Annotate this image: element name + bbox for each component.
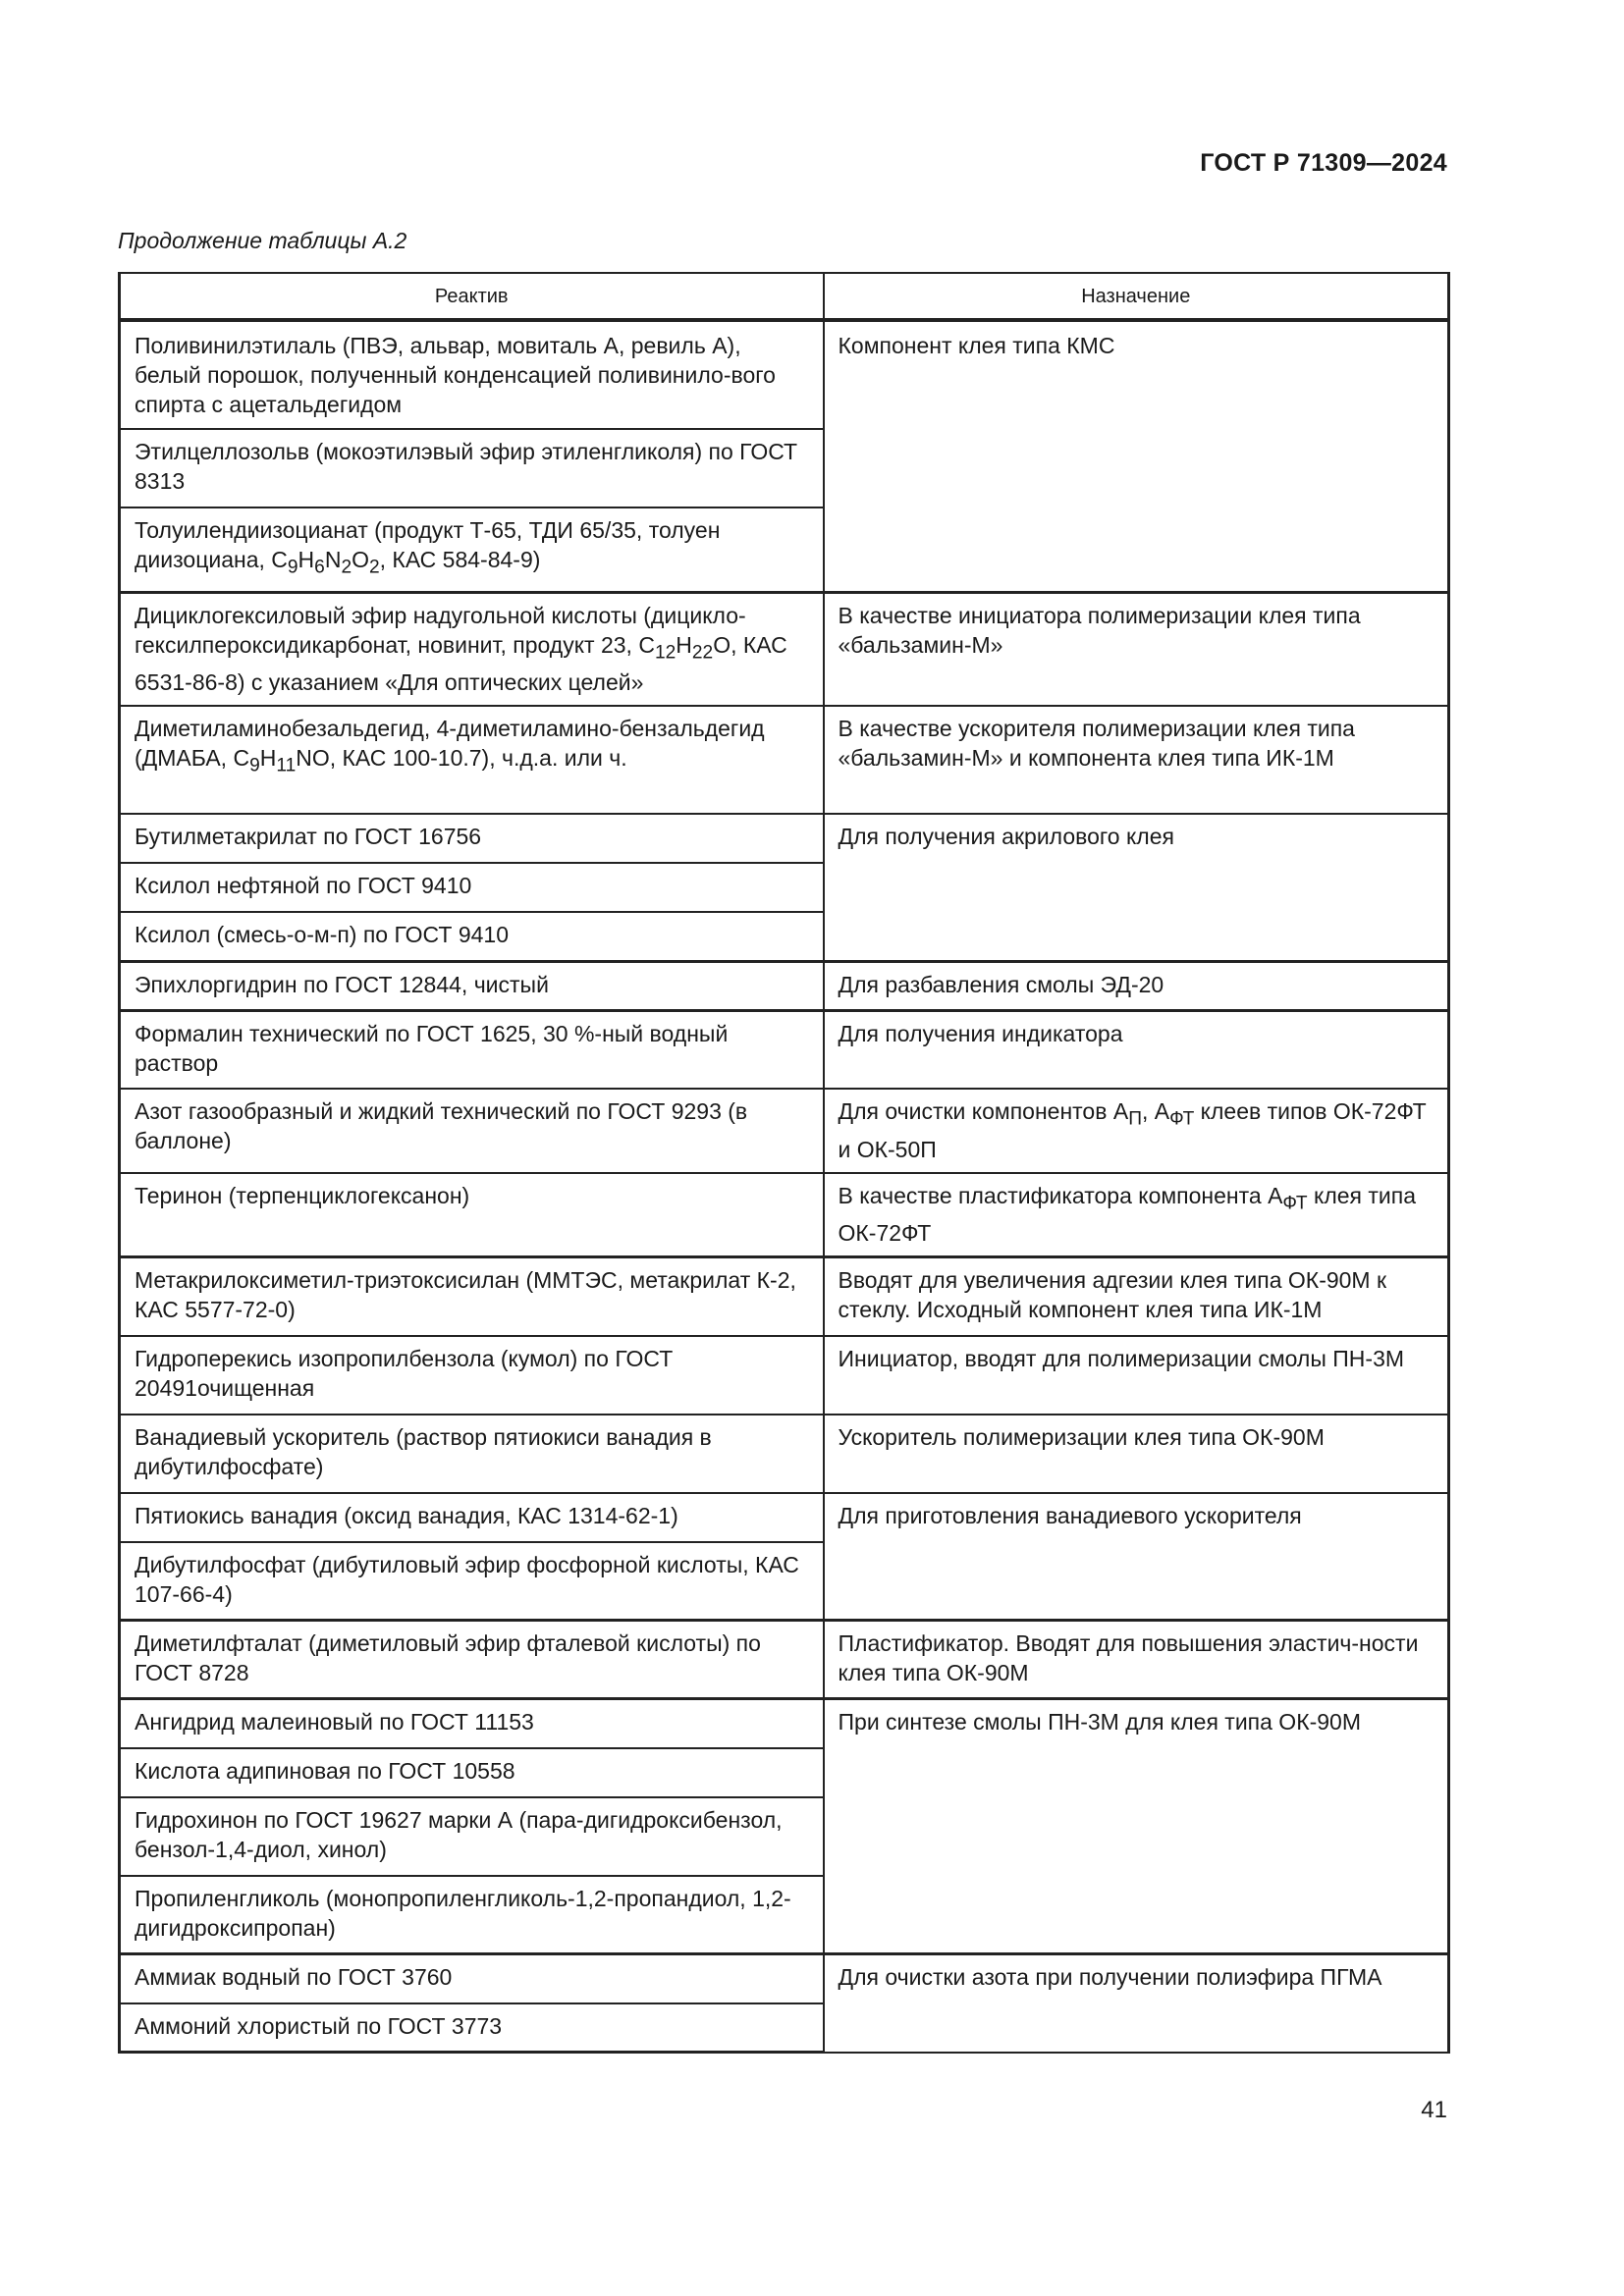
reagents-table	[118, 272, 1450, 2054]
purpose-cell: В качестве ускорителя полимеризации клея типа «бальзамин-М» и компонента клея типа ИК-1М	[824, 706, 1449, 814]
table-row	[120, 1257, 1449, 1336]
purpose-cell: Пластификатор. Вводят для повышения эластич-ности клея типа ОК-90М	[824, 1621, 1449, 1699]
purpose-cell: Инициатор, вводят для полимеризации смолы ПН-3М	[824, 1336, 1449, 1415]
reagent-cell: Пятиокись ванадия (оксид ванадия, КАС 1314-62-1)	[120, 1493, 824, 1542]
page-number: 41	[1421, 2097, 1447, 2123]
reagent-cell: Азот газообразный и жидкий технический по ГОСТ 9293 (в баллоне)	[120, 1089, 824, 1173]
column-header-purpose: Назначение	[824, 273, 1449, 320]
table-row	[120, 706, 1449, 814]
reagent-cell: Этилцеллозольв (мокоэтилэвый эфир этиленгликоля) по ГОСТ 8313	[120, 429, 824, 507]
purpose-cell: Ускоритель полимеризации клея типа ОК-90М	[824, 1415, 1449, 1493]
reagent-cell: Гидрохинон по ГОСТ 19627 марки А (пара-дигидроксибензол, бензол-1,4-диол, хинол)	[120, 1797, 824, 1876]
document-code: ГОСТ Р 71309—2024	[1200, 149, 1447, 177]
reagent-cell: Ангидрид малеиновый по ГОСТ 11153	[120, 1699, 824, 1748]
purpose-cell: В качестве пластификатора компонента $А_{ФТ}$ клея типа ОК-72ФТ	[824, 1173, 1449, 1257]
reagent-cell: Эпихлоргидрин по ГОСТ 12844, чистый	[120, 961, 824, 1010]
purpose-cell: Для разбавления смолы ЭД-20	[824, 961, 1449, 1010]
table-row	[120, 1010, 1449, 1089]
table-header-row	[120, 273, 1449, 320]
reagent-cell: Пропиленгликоль (монопропиленгликоль-1,2-пропандиол, 1,2-дигидроксипропан)	[120, 1876, 824, 1954]
column-header-reagent: Реактив	[120, 273, 824, 320]
table-row	[120, 1089, 1449, 1173]
purpose-cell: Вводят для увеличения адгезии клея типа ОК-90М к стеклу. Исходный компонент клея типа ИК-1М	[824, 1257, 1449, 1336]
reagent-cell: Формалин технический по ГОСТ 1625, 30 %-ный водный раствор	[120, 1010, 824, 1089]
table-row	[120, 1415, 1449, 1493]
purpose-cell: Для получения индикатора	[824, 1010, 1449, 1089]
reagent-cell: Ванадиевый ускоритель (раствор пятиокиси ванадия в дибутилфосфате)	[120, 1415, 824, 1493]
reagent-cell: Метакрилоксиметил-триэтоксисилан (ММТЭС, метакрилат К-2, КАС 5577-72-0)	[120, 1257, 824, 1336]
table-row	[120, 1621, 1449, 1699]
reagent-cell: Диметилфталат (диметиловый эфир фталевой кислоты) по ГОСТ 8728	[120, 1621, 824, 1699]
table-row	[120, 1954, 1449, 2003]
purpose-cell: Компонент клея типа КМС	[824, 320, 1449, 592]
reagent-cell: Толуилендиизоцианат (продукт Т-65, ТДИ 65/35, толуен диизоциана, $С_9Н_6N_2O_2$, КАС 584-84-9)	[120, 507, 824, 592]
table-row	[120, 1699, 1449, 1748]
table-row	[120, 1173, 1449, 1257]
table-row	[120, 1493, 1449, 1542]
reagent-cell: Аммиак водный по ГОСТ 3760	[120, 1954, 824, 2003]
reagent-cell: Аммоний хлористый по ГОСТ 3773	[120, 2003, 824, 2053]
table-row	[120, 814, 1449, 863]
purpose-cell: При синтезе смолы ПН-3М для клея типа ОК-90М	[824, 1699, 1449, 1954]
purpose-cell: Для приготовления ванадиевого ускорителя	[824, 1493, 1449, 1621]
reagent-cell: Ксилол нефтяной по ГОСТ 9410	[120, 863, 824, 912]
table-row	[120, 320, 1449, 429]
reagent-cell: Гидроперекись изопропилбензола (кумол) по ГОСТ 20491очищенная	[120, 1336, 824, 1415]
table-row	[120, 592, 1449, 706]
table-caption: Продолжение таблицы А.2	[118, 228, 407, 253]
table-row	[120, 1336, 1449, 1415]
reagent-cell: Кислота адипиновая по ГОСТ 10558	[120, 1748, 824, 1797]
reagent-cell: Дибутилфосфат (дибутиловый эфир фосфорной кислоты, КАС 107-66-4)	[120, 1542, 824, 1621]
purpose-cell: Для получения акрилового клея	[824, 814, 1449, 961]
reagent-cell: Поливинилэтилаль (ПВЭ, альвар, мовиталь А, ревиль А), белый порошок, полученный конденсацией поливинило-вого спирта с ацетальдегидом	[120, 320, 824, 429]
reagent-cell: Теринон (терпенциклогексанон)	[120, 1173, 824, 1257]
purpose-cell: Для очистки компонентов $А_П$, $А_{ФТ}$ клеев типов ОК-72ФТ и ОК-50П	[824, 1089, 1449, 1173]
reagent-cell: Ксилол (смесь-о-м-п) по ГОСТ 9410	[120, 912, 824, 961]
purpose-cell: Для очистки азота при получении полиэфира ПГМА	[824, 1954, 1449, 2053]
reagent-cell: Дициклогексиловый эфир надугольной кислоты (дицикло-гексилпероксидикарбонат, новинит, продукт 23, $С_{12}Н_{22}О$, КАС 6531-86-8) с указанием «Для оптических целей»	[120, 592, 824, 706]
purpose-cell: В качестве инициатора полимеризации клея типа «бальзамин-М»	[824, 592, 1449, 706]
reagent-cell: Диметиламинобезальдегид, 4-диметиламино-бензальдегид (ДМАБА, $С_9Н_{11}NO$, КАС 100-10.7), ч.д.а. или ч.	[120, 706, 824, 814]
table-row	[120, 961, 1449, 1010]
reagent-cell: Бутилметакрилат по ГОСТ 16756	[120, 814, 824, 863]
